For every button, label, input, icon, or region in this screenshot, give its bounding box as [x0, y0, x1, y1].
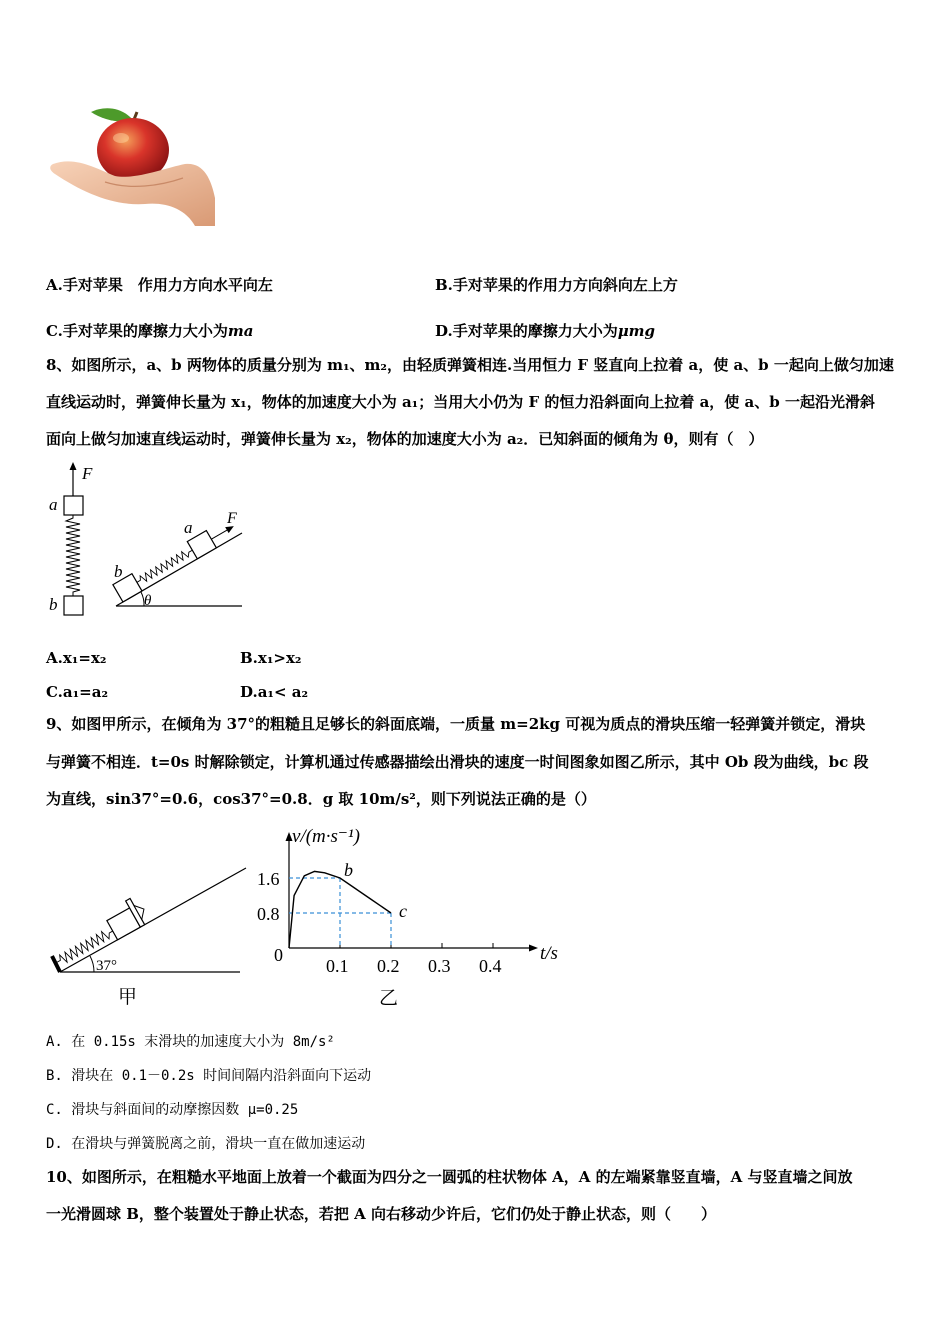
- q8-label-F-incline: F: [227, 510, 237, 527]
- y-axis-label: v/(m·s⁻¹): [292, 826, 360, 847]
- q8-option-b: B.x₁>x₂: [240, 649, 302, 667]
- q7-option-d-text: D.手对苹果的摩擦力大小为: [435, 322, 618, 340]
- x-tick-label: 0.3: [428, 956, 451, 976]
- x-tick-label: 0.1: [326, 956, 349, 976]
- x-axis-label: t/s: [540, 943, 558, 964]
- point-c-label: c: [399, 901, 407, 921]
- q7-option-c: [46, 321, 254, 341]
- q8-label-F-vertical: F: [82, 464, 93, 483]
- q8-option-c: C.a₁=a₂: [46, 683, 109, 701]
- q8-label-a-incline: a: [184, 518, 193, 537]
- y-tick-label: 1.6: [257, 869, 280, 889]
- q9-text-line3: 为直线，sin37°=0.6，cos37°=0.8．g 取 10m/s²，则下列说法正确的是（）: [46, 790, 596, 808]
- q8-option-a: A.x₁=x₂: [46, 649, 107, 667]
- q10-text-line1: 10、如图所示，在粗糙水平地面上放着一个截面为四分之一圆弧的柱状物体 A，A 的左端紧靠竖直墙，A 与竖直墙之间放: [46, 1168, 853, 1186]
- origin-label: 0: [274, 945, 283, 965]
- q8-option-d: D.a₁< a₂: [240, 683, 309, 701]
- q9-option-c: C. 滑块与斜面间的动摩擦因数 μ=0.25: [46, 1102, 299, 1118]
- q8-text-line1: 8、如图所示，a、b 两物体的质量分别为 m₁、m₂，由轻质弹簧相连.当用恒力 F 竖直向上拉着 a，使 a、b 一起向上做匀加速: [46, 356, 894, 374]
- q10-text-line2: 一光滑圆球 B，整个装置处于静止状态，若把 A 向右移动少许后，它们仍处于静止状态，则（ ）: [46, 1205, 716, 1223]
- q9-option-a: A. 在 0.15s 末滑块的加速度大小为 8m/s²: [46, 1034, 335, 1050]
- apple-hand-image: [45, 98, 215, 226]
- q8-text-line3: 面向上做匀加速直线运动时，弹簧伸长量为 x₂，物体的加速度大小为 a₂．已知斜面的倾角为 θ，则有（ ）: [46, 430, 764, 448]
- q7-option-a: A.手对苹果 作用力方向水平向左: [46, 276, 273, 294]
- q7-option-c-var: ma: [227, 322, 254, 340]
- q7-option-c-text: C.手对苹果的摩擦力大小为: [46, 322, 228, 340]
- q7-option-b: B.手对苹果的作用力方向斜向左上方: [435, 276, 678, 294]
- x-tick-label: 0.4: [479, 956, 502, 976]
- y-tick-label: 0.8: [257, 904, 280, 924]
- q8-label-a-vertical: a: [49, 495, 58, 514]
- q9-text-line2: 与弹簧不相连．t=0s 时解除锁定，计算机通过传感器描绘出滑块的速度一时间图象如图乙所示，其中 Ob 段为曲线，bc 段: [46, 753, 869, 771]
- q9-chart-yi: [252, 818, 572, 1013]
- q7-option-d: [435, 321, 655, 341]
- q8-label-b-vertical: b: [49, 595, 58, 614]
- q8-label-b-incline: b: [114, 562, 123, 581]
- q9-fig-jia-caption: 甲: [118, 987, 138, 1008]
- q9-angle-label: 37°: [96, 958, 117, 974]
- q8-label-theta: θ: [144, 593, 152, 609]
- q9-option-b: B. 滑块在 0.1－0.2s 时间间隔内沿斜面向下运动: [46, 1068, 372, 1084]
- q9-text-line1: 9、如图甲所示，在倾角为 37°的粗糙且足够长的斜面底端，一质量 m=2kg 可视为质点的滑块压缩一轻弹簧并锁定，滑块: [46, 715, 866, 733]
- q8-text-line2: 直线运动时，弹簧伸长量为 x₁，物体的加速度大小为 a₁；当用大小仍为 F 的恒力沿斜面向上拉着 a，使 a、b 一起沿光滑斜: [46, 393, 875, 411]
- q7-option-d-var: μmg: [617, 322, 656, 340]
- x-tick-label: 0.2: [377, 956, 400, 976]
- q9-figure-jia: [46, 860, 251, 1010]
- q8-figure: [44, 460, 249, 620]
- q9-fig-yi-caption: 乙: [379, 988, 399, 1009]
- q9-option-d: D. 在滑块与弹簧脱离之前，滑块一直在做加速运动: [46, 1136, 366, 1152]
- point-b-label: b: [344, 860, 353, 880]
